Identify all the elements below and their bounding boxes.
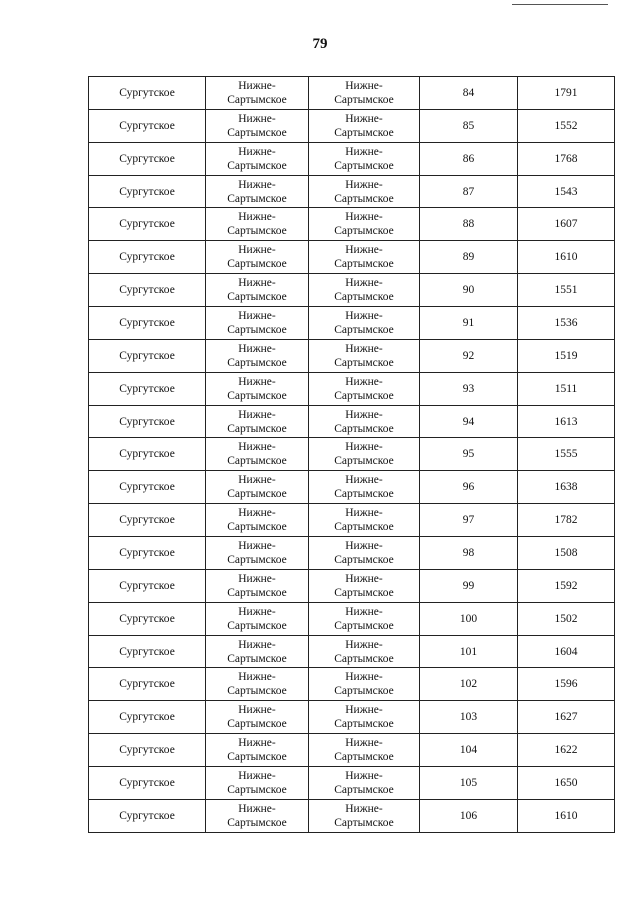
field-cell <box>206 438 309 471</box>
table-row <box>89 734 615 767</box>
field-cell-line: Сартымское <box>227 751 287 764</box>
field-cell-line: Сартымское <box>227 258 287 271</box>
area-cell-line: Сартымское <box>334 685 394 698</box>
field-cell-line: Нижне- <box>238 342 276 355</box>
district-cell: Сургутское <box>89 602 206 635</box>
area-cell-line: Сартымское <box>334 652 394 665</box>
field-cell-line: Нижне- <box>238 79 276 92</box>
table-row <box>89 767 615 800</box>
field-cell-line: Нижне- <box>238 277 276 290</box>
area-cell <box>309 471 420 504</box>
page-corner-mark <box>512 4 608 5</box>
field-cell-line: Сартымское <box>227 323 287 336</box>
area-cell-line: Сартымское <box>334 586 394 599</box>
area-cell-line: Нижне- <box>345 474 383 487</box>
value-cell: 1502 <box>518 602 615 635</box>
district-cell: Сургутское <box>89 339 206 372</box>
value-cell: 1596 <box>518 668 615 701</box>
district-cell: Сургутское <box>89 668 206 701</box>
value-cell: 1519 <box>518 339 615 372</box>
value-cell: 1638 <box>518 471 615 504</box>
value-cell: 1610 <box>518 799 615 832</box>
field-cell-line: Сартымское <box>227 619 287 632</box>
number-cell: 104 <box>420 734 518 767</box>
value-cell: 1768 <box>518 142 615 175</box>
value-cell: 1650 <box>518 767 615 800</box>
table-row <box>89 241 615 274</box>
field-cell <box>206 77 309 110</box>
area-cell <box>309 701 420 734</box>
district-cell: Сургутское <box>89 175 206 208</box>
table-row <box>89 635 615 668</box>
number-cell: 99 <box>420 569 518 602</box>
table-row <box>89 438 615 471</box>
area-cell-line: Нижне- <box>345 342 383 355</box>
field-cell <box>206 208 309 241</box>
field-cell-line: Сартымское <box>227 685 287 698</box>
value-cell: 1622 <box>518 734 615 767</box>
district-cell: Сургутское <box>89 142 206 175</box>
field-cell <box>206 767 309 800</box>
area-cell <box>309 602 420 635</box>
area-cell <box>309 109 420 142</box>
value-cell: 1610 <box>518 241 615 274</box>
area-cell-line: Нижне- <box>345 539 383 552</box>
table-row <box>89 504 615 537</box>
district-cell: Сургутское <box>89 504 206 537</box>
area-cell-line: Нижне- <box>345 572 383 585</box>
value-cell: 1543 <box>518 175 615 208</box>
area-cell <box>309 77 420 110</box>
number-cell: 103 <box>420 701 518 734</box>
table-row <box>89 668 615 701</box>
district-cell: Сургутское <box>89 734 206 767</box>
area-cell-line: Сартымское <box>334 159 394 172</box>
value-cell: 1592 <box>518 569 615 602</box>
area-cell-line: Сартымское <box>334 718 394 731</box>
field-cell-line: Сартымское <box>227 553 287 566</box>
area-cell-line: Сартымское <box>334 751 394 764</box>
district-cell: Сургутское <box>89 537 206 570</box>
district-cell: Сургутское <box>89 438 206 471</box>
field-cell-line: Сартымское <box>227 718 287 731</box>
field-cell <box>206 241 309 274</box>
area-cell-line: Сартымское <box>334 291 394 304</box>
field-cell-line: Нижне- <box>238 112 276 125</box>
table-row <box>89 109 615 142</box>
field-cell <box>206 569 309 602</box>
area-cell <box>309 569 420 602</box>
area-cell-line: Нижне- <box>345 638 383 651</box>
area-cell <box>309 208 420 241</box>
field-cell-line: Нижне- <box>238 145 276 158</box>
number-cell: 84 <box>420 77 518 110</box>
value-cell: 1511 <box>518 372 615 405</box>
number-cell: 95 <box>420 438 518 471</box>
field-cell-line: Сартымское <box>227 422 287 435</box>
field-cell-line: Сартымское <box>227 356 287 369</box>
table-row <box>89 77 615 110</box>
field-cell <box>206 274 309 307</box>
table-row <box>89 537 615 570</box>
field-cell <box>206 109 309 142</box>
area-cell <box>309 307 420 340</box>
area-cell-line: Нижне- <box>345 802 383 815</box>
field-cell-line: Сартымское <box>227 159 287 172</box>
field-cell-line: Нижне- <box>238 244 276 257</box>
area-cell-line: Нижне- <box>345 605 383 618</box>
field-cell <box>206 175 309 208</box>
field-cell-line: Нижне- <box>238 441 276 454</box>
field-cell-line: Нижне- <box>238 178 276 191</box>
number-cell: 102 <box>420 668 518 701</box>
field-cell-line: Сартымское <box>227 521 287 534</box>
area-cell-line: Нижне- <box>345 178 383 191</box>
district-cell: Сургутское <box>89 701 206 734</box>
field-cell <box>206 635 309 668</box>
value-cell: 1555 <box>518 438 615 471</box>
field-cell-line: Сартымское <box>227 93 287 106</box>
page-number: 79 <box>312 36 328 52</box>
value-cell: 1508 <box>518 537 615 570</box>
field-cell-line: Сартымское <box>227 586 287 599</box>
table-row <box>89 208 615 241</box>
area-cell-line: Сартымское <box>334 389 394 402</box>
area-cell-line: Нижне- <box>345 769 383 782</box>
area-cell-line: Нижне- <box>345 507 383 520</box>
field-cell <box>206 537 309 570</box>
table-row <box>89 405 615 438</box>
number-cell: 89 <box>420 241 518 274</box>
field-cell-line: Нижне- <box>238 769 276 782</box>
table-row <box>89 799 615 832</box>
district-cell: Сургутское <box>89 767 206 800</box>
number-cell: 91 <box>420 307 518 340</box>
field-cell-line: Нижне- <box>238 638 276 651</box>
table-row <box>89 175 615 208</box>
district-cell: Сургутское <box>89 274 206 307</box>
area-cell-line: Сартымское <box>334 356 394 369</box>
district-cell: Сургутское <box>89 569 206 602</box>
district-cell: Сургутское <box>89 635 206 668</box>
area-cell-line: Сартымское <box>334 488 394 501</box>
area-cell <box>309 767 420 800</box>
table-row <box>89 701 615 734</box>
area-cell-line: Нижне- <box>345 79 383 92</box>
field-cell-line: Нижне- <box>238 802 276 815</box>
area-cell <box>309 734 420 767</box>
area-cell-line: Нижне- <box>345 375 383 388</box>
area-cell-line: Сартымское <box>334 422 394 435</box>
area-cell-line: Нижне- <box>345 408 383 421</box>
value-cell: 1604 <box>518 635 615 668</box>
district-cell: Сургутское <box>89 241 206 274</box>
area-cell-line: Сартымское <box>334 521 394 534</box>
field-cell <box>206 307 309 340</box>
number-cell: 92 <box>420 339 518 372</box>
area-cell <box>309 175 420 208</box>
field-cell <box>206 142 309 175</box>
area-cell <box>309 635 420 668</box>
area-cell <box>309 339 420 372</box>
value-cell: 1782 <box>518 504 615 537</box>
number-cell: 97 <box>420 504 518 537</box>
table-row <box>89 602 615 635</box>
district-cell: Сургутское <box>89 799 206 832</box>
value-cell: 1613 <box>518 405 615 438</box>
field-cell <box>206 339 309 372</box>
area-cell-line: Нижне- <box>345 737 383 750</box>
area-cell-line: Нижне- <box>345 309 383 322</box>
area-cell-line: Сартымское <box>334 455 394 468</box>
value-cell: 1791 <box>518 77 615 110</box>
field-cell-line: Нижне- <box>238 704 276 717</box>
area-cell-line: Нижне- <box>345 211 383 224</box>
number-cell: 105 <box>420 767 518 800</box>
table-row <box>89 339 615 372</box>
number-cell: 98 <box>420 537 518 570</box>
value-cell: 1607 <box>518 208 615 241</box>
district-cell: Сургутское <box>89 208 206 241</box>
field-cell-line: Сартымское <box>227 192 287 205</box>
area-cell <box>309 274 420 307</box>
number-cell: 96 <box>420 471 518 504</box>
area-cell <box>309 504 420 537</box>
area-cell <box>309 668 420 701</box>
number-cell: 101 <box>420 635 518 668</box>
number-cell: 90 <box>420 274 518 307</box>
table-body <box>89 77 615 833</box>
number-cell: 85 <box>420 109 518 142</box>
number-cell: 86 <box>420 142 518 175</box>
field-cell <box>206 372 309 405</box>
area-cell-line: Нижне- <box>345 277 383 290</box>
wells-table <box>88 76 615 833</box>
table-row <box>89 142 615 175</box>
area-cell <box>309 438 420 471</box>
field-cell <box>206 734 309 767</box>
area-cell-line: Сартымское <box>334 192 394 205</box>
area-cell-line: Нижне- <box>345 244 383 257</box>
table-row <box>89 471 615 504</box>
field-cell <box>206 471 309 504</box>
field-cell-line: Нижне- <box>238 737 276 750</box>
field-cell <box>206 602 309 635</box>
table-row <box>89 307 615 340</box>
number-cell: 100 <box>420 602 518 635</box>
field-cell-line: Нижне- <box>238 605 276 618</box>
value-cell: 1627 <box>518 701 615 734</box>
area-cell <box>309 799 420 832</box>
area-cell-line: Сартымское <box>334 126 394 139</box>
field-cell-line: Сартымское <box>227 389 287 402</box>
area-cell <box>309 142 420 175</box>
field-cell <box>206 668 309 701</box>
area-cell-line: Нижне- <box>345 704 383 717</box>
district-cell: Сургутское <box>89 471 206 504</box>
area-cell <box>309 537 420 570</box>
field-cell-line: Сартымское <box>227 652 287 665</box>
field-cell-line: Нижне- <box>238 211 276 224</box>
table-row <box>89 372 615 405</box>
area-cell-line: Нижне- <box>345 671 383 684</box>
area-cell-line: Сартымское <box>334 783 394 796</box>
field-cell-line: Нижне- <box>238 408 276 421</box>
field-cell-line: Нижне- <box>238 507 276 520</box>
value-cell: 1536 <box>518 307 615 340</box>
field-cell-line: Нижне- <box>238 309 276 322</box>
field-cell-line: Сартымское <box>227 783 287 796</box>
area-cell-line: Сартымское <box>334 553 394 566</box>
number-cell: 93 <box>420 372 518 405</box>
field-cell-line: Сартымское <box>227 291 287 304</box>
number-cell: 106 <box>420 799 518 832</box>
area-cell-line: Нижне- <box>345 441 383 454</box>
area-cell-line: Сартымское <box>334 816 394 829</box>
area-cell-line: Нижне- <box>345 112 383 125</box>
area-cell <box>309 372 420 405</box>
field-cell <box>206 701 309 734</box>
field-cell <box>206 405 309 438</box>
area-cell-line: Сартымское <box>334 225 394 238</box>
value-cell: 1552 <box>518 109 615 142</box>
area-cell-line: Сартымское <box>334 323 394 336</box>
field-cell-line: Нижне- <box>238 474 276 487</box>
area-cell-line: Сартымское <box>334 258 394 271</box>
area-cell-line: Сартымское <box>334 619 394 632</box>
district-cell: Сургутское <box>89 405 206 438</box>
field-cell-line: Сартымское <box>227 225 287 238</box>
field-cell-line: Нижне- <box>238 375 276 388</box>
area-cell-line: Нижне- <box>345 145 383 158</box>
area-cell <box>309 241 420 274</box>
value-cell: 1551 <box>518 274 615 307</box>
field-cell-line: Нижне- <box>238 572 276 585</box>
number-cell: 88 <box>420 208 518 241</box>
table-row <box>89 569 615 602</box>
table-row <box>89 274 615 307</box>
area-cell <box>309 405 420 438</box>
district-cell: Сургутское <box>89 307 206 340</box>
district-cell: Сургутское <box>89 77 206 110</box>
number-cell: 87 <box>420 175 518 208</box>
field-cell-line: Нижне- <box>238 671 276 684</box>
district-cell: Сургутское <box>89 109 206 142</box>
field-cell-line: Сартымское <box>227 816 287 829</box>
field-cell-line: Сартымское <box>227 488 287 501</box>
field-cell <box>206 799 309 832</box>
district-cell: Сургутское <box>89 372 206 405</box>
number-cell: 94 <box>420 405 518 438</box>
field-cell <box>206 504 309 537</box>
field-cell-line: Нижне- <box>238 539 276 552</box>
field-cell-line: Сартымское <box>227 455 287 468</box>
field-cell-line: Сартымское <box>227 126 287 139</box>
area-cell-line: Сартымское <box>334 93 394 106</box>
